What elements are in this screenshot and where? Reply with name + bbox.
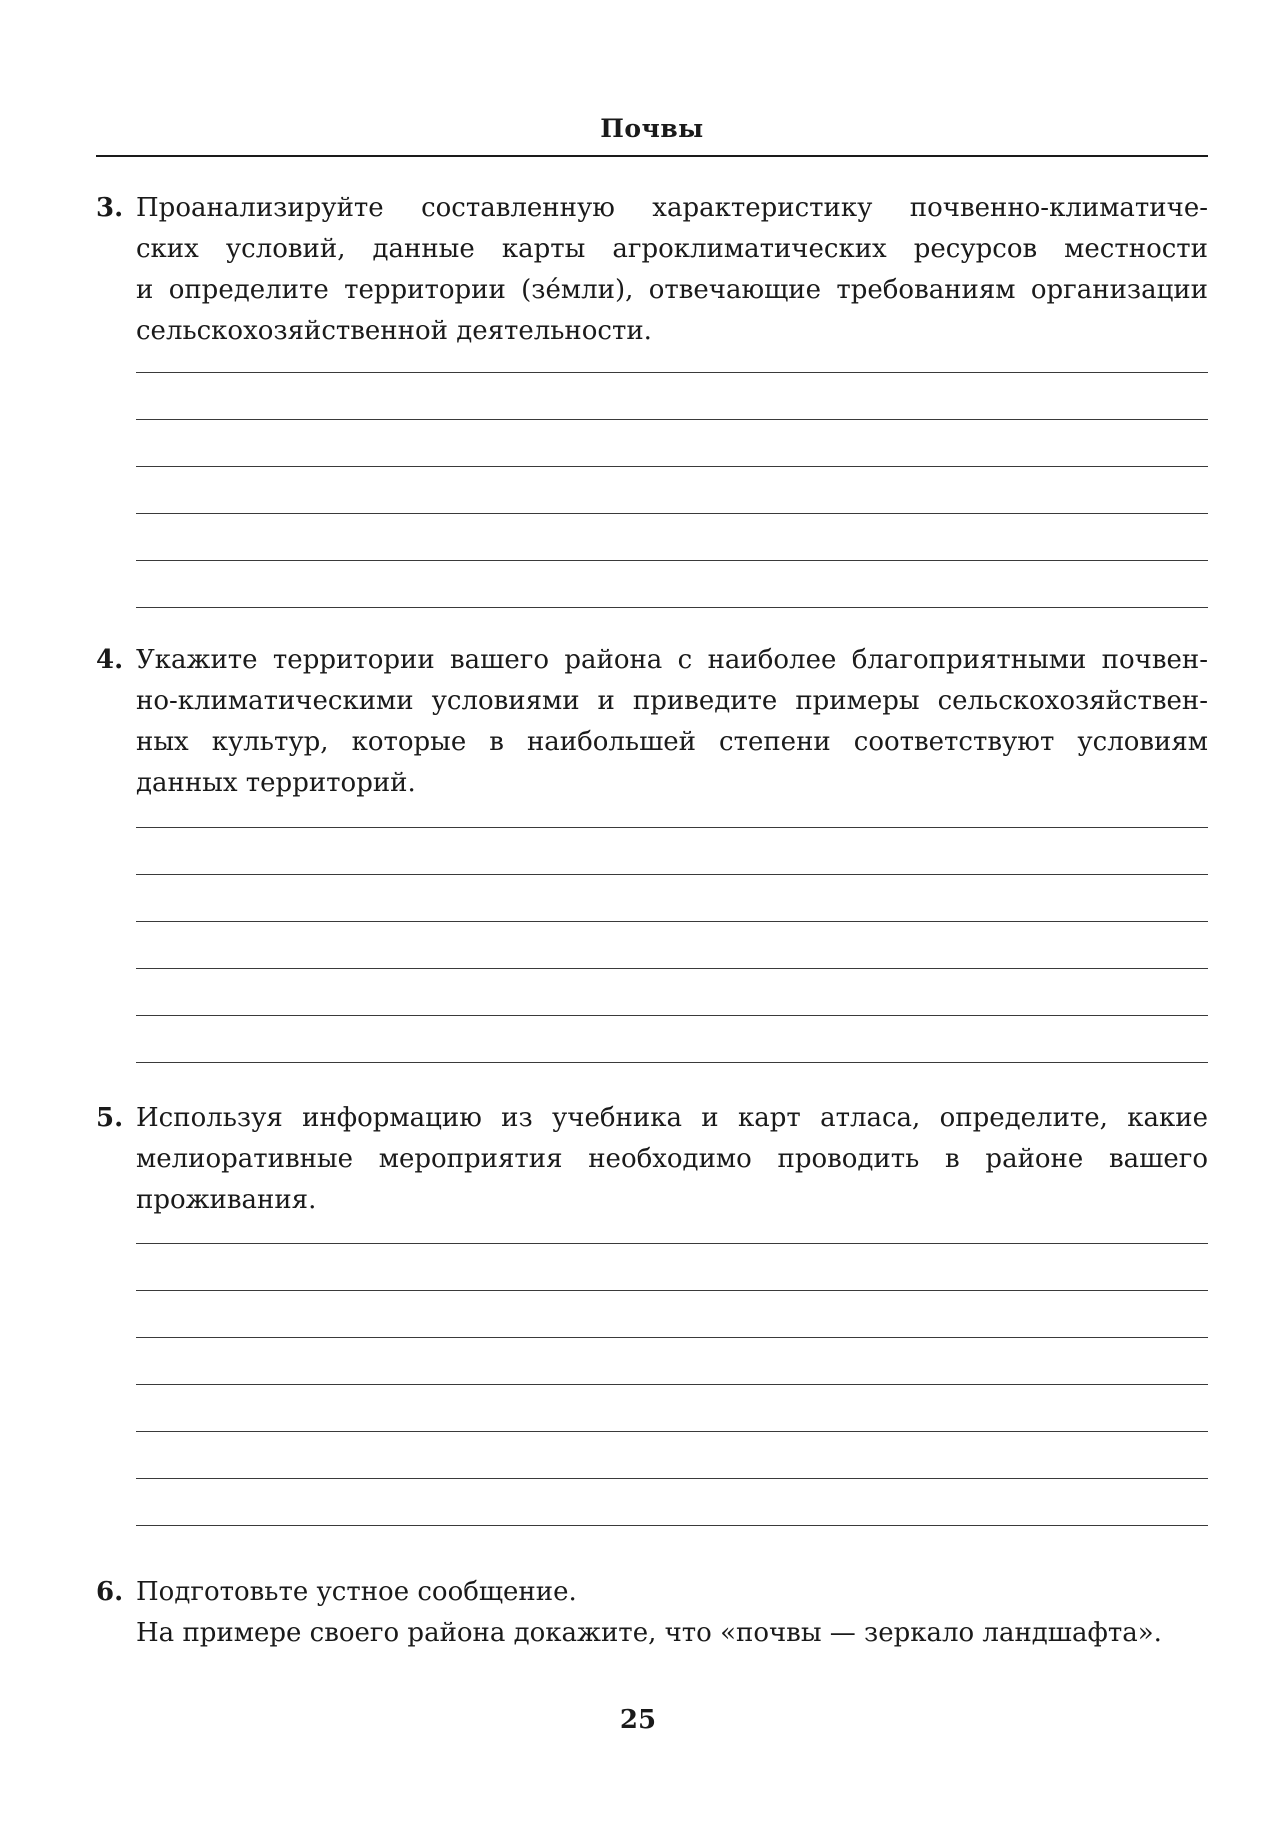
task-5 xyxy=(96,1098,1208,1221)
task-text-line: проживания. xyxy=(136,1185,317,1215)
task-text xyxy=(136,1572,1208,1654)
answer-line[interactable] xyxy=(136,1337,1208,1338)
task-text-line: На примере своего района докажите, что «почвы — зеркало ландшафта». xyxy=(136,1618,1162,1648)
task-number: 6. xyxy=(96,1577,124,1607)
answer-line[interactable] xyxy=(136,466,1208,467)
header-divider xyxy=(96,155,1208,157)
page-number: 25 xyxy=(619,1705,657,1735)
task-text-line: Используя информацию из учебника и карт атласа, определите, какие xyxy=(136,1103,1208,1133)
answer-line[interactable] xyxy=(136,1243,1208,1244)
task-text xyxy=(136,640,1208,804)
task-text-line: Подготовьте устное сообщение. xyxy=(136,1577,577,1607)
task-text-line: ских условий, данные карты агроклиматических ресурсов местности xyxy=(136,234,1208,264)
task-text-line: но-климатическими условиями и приведите примеры сельскохозяйствен- xyxy=(136,686,1208,716)
answer-line[interactable] xyxy=(136,513,1208,514)
task-3 xyxy=(96,188,1208,352)
answer-line[interactable] xyxy=(136,1062,1208,1063)
answer-line[interactable] xyxy=(136,419,1208,420)
task-6 xyxy=(96,1572,1208,1654)
answer-line[interactable] xyxy=(136,372,1208,373)
task-number: 4. xyxy=(96,645,124,675)
task-text-line: и определите территории (зе́мли), отвечающие требованиям организации xyxy=(136,275,1208,305)
answer-line[interactable] xyxy=(136,607,1208,608)
answer-line[interactable] xyxy=(136,921,1208,922)
task-text-line: Проанализируйте составленную характеристику почвенно-климатиче- xyxy=(136,193,1208,223)
task-text xyxy=(136,188,1208,352)
answer-line[interactable] xyxy=(136,874,1208,875)
task-text-line: ных культур, которые в наибольшей степени соответствуют условиям xyxy=(136,727,1208,757)
task-4 xyxy=(96,640,1208,804)
answer-line[interactable] xyxy=(136,827,1208,828)
task-text-line: Укажите территории вашего района с наиболее благоприятными почвен- xyxy=(136,645,1208,675)
answer-line[interactable] xyxy=(136,1290,1208,1291)
task-text-line: мелиоративные мероприятия необходимо проводить в районе вашего xyxy=(136,1144,1208,1174)
answer-line[interactable] xyxy=(136,1431,1208,1432)
task-text-line: сельскохозяйственной деятельности. xyxy=(136,316,652,346)
page-title: Почвы xyxy=(600,114,704,143)
answer-line[interactable] xyxy=(136,560,1208,561)
answer-line[interactable] xyxy=(136,1525,1208,1526)
answer-line[interactable] xyxy=(136,1478,1208,1479)
task-text xyxy=(136,1098,1208,1221)
task-text-line: данных территорий. xyxy=(136,768,416,798)
task-number: 3. xyxy=(96,193,124,223)
task-number: 5. xyxy=(96,1103,124,1133)
answer-line[interactable] xyxy=(136,1384,1208,1385)
answer-line[interactable] xyxy=(136,968,1208,969)
answer-line[interactable] xyxy=(136,1015,1208,1016)
